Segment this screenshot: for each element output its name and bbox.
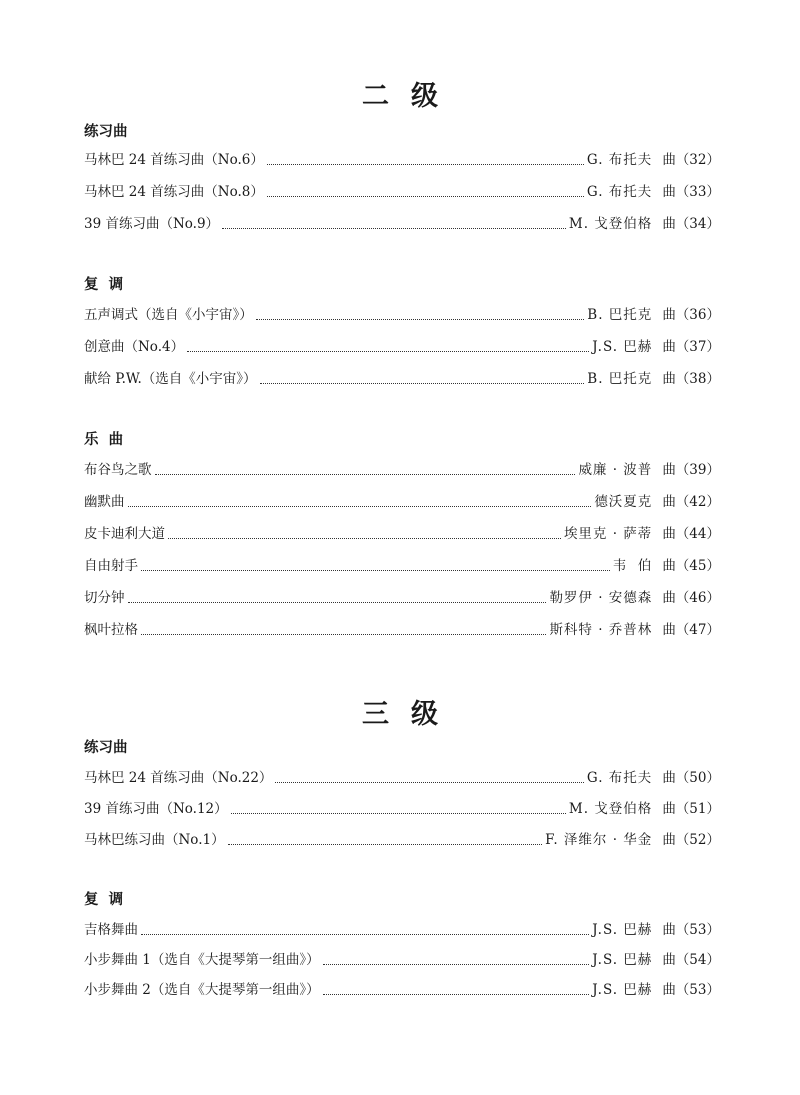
entry-composer: J.S. 巴赫 <box>592 922 653 938</box>
entry-title: 五声调式（选自《小宇宙》） <box>84 307 253 323</box>
entry-composer: J.S. 巴赫 <box>592 952 653 968</box>
toc-entry[interactable] <box>84 586 720 608</box>
entry-composer: B. 巴托克 <box>587 371 653 387</box>
section-heading: 复 调 <box>84 276 124 293</box>
dot-leader <box>256 319 585 320</box>
dot-leader <box>141 934 589 935</box>
entry-composer: 德沃夏克 <box>594 494 653 510</box>
entry-composer: 斯科特 · 乔普林 <box>549 622 653 638</box>
toc-entry[interactable] <box>84 335 720 357</box>
dot-leader <box>168 538 561 539</box>
section-heading: 乐 曲 <box>84 431 124 448</box>
toc-entry[interactable] <box>84 458 720 480</box>
entry-composer: F. 泽维尔 · 华金 <box>545 832 653 848</box>
entry-title: 小步舞曲 1（选自《大提琴第一组曲》） <box>84 952 320 968</box>
entry-composer: 勒罗伊 · 安德森 <box>549 590 653 606</box>
entry-composer: 埃里克 · 萨蒂 <box>563 526 653 542</box>
entry-page: 曲（39） <box>662 462 720 478</box>
entry-composer: M. 戈登伯格 <box>568 216 653 232</box>
dot-leader <box>141 570 610 571</box>
level-title: 三级 <box>362 699 460 730</box>
dot-leader <box>267 164 584 165</box>
entry-page: 曲（53） <box>662 982 720 998</box>
entry-page: 曲（54） <box>662 952 720 968</box>
entry-title: 马林巴练习曲（No.1） <box>84 832 225 848</box>
dot-leader <box>323 964 590 965</box>
toc-entry[interactable] <box>84 180 720 202</box>
entry-page: 曲（53） <box>662 922 720 938</box>
dot-leader <box>267 196 584 197</box>
entry-page: 曲（51） <box>662 801 720 817</box>
entry-title: 献给 P.W.（选自《小宇宙》） <box>84 371 257 387</box>
entry-page: 曲（38） <box>662 371 720 387</box>
section-heading: 练习曲 <box>84 123 128 140</box>
toc-entry[interactable] <box>84 618 720 640</box>
toc-entry[interactable] <box>84 766 720 788</box>
entry-page: 曲（52） <box>662 832 720 848</box>
level-title: 二级 <box>362 81 460 112</box>
entry-page: 曲（44） <box>662 526 720 542</box>
entry-composer: G. 布托夫 <box>586 152 653 168</box>
entry-title: 39 首练习曲（No.12） <box>84 801 228 817</box>
toc-entry[interactable] <box>84 978 720 1000</box>
toc-entry[interactable] <box>84 948 720 970</box>
entry-title: 创意曲（No.4） <box>84 339 185 355</box>
entry-page: 曲（34） <box>662 216 720 232</box>
dot-leader <box>231 813 566 814</box>
entry-composer: G. 布托夫 <box>586 770 653 786</box>
entry-title: 马林巴 24 首练习曲（No.8） <box>84 184 264 200</box>
section-heading: 复 调 <box>84 891 124 908</box>
entry-title: 切分钟 <box>84 590 125 606</box>
entry-title: 吉格舞曲 <box>84 922 138 938</box>
toc-entry[interactable] <box>84 148 720 170</box>
entry-composer: J.S. 巴赫 <box>592 982 653 998</box>
toc-entry[interactable] <box>84 797 720 819</box>
entry-title: 自由射手 <box>84 558 138 574</box>
entry-composer: B. 巴托克 <box>587 307 653 323</box>
entry-page: 曲（47） <box>662 622 720 638</box>
dot-leader <box>222 228 566 229</box>
entry-title: 马林巴 24 首练习曲（No.22） <box>84 770 273 786</box>
entry-title: 幽默曲 <box>84 494 125 510</box>
entry-title: 枫叶拉格 <box>84 622 138 638</box>
toc-entry[interactable] <box>84 303 720 325</box>
entry-title: 小步舞曲 2（选自《大提琴第一组曲》） <box>84 982 320 998</box>
entry-page: 曲（45） <box>662 558 720 574</box>
entry-title: 马林巴 24 首练习曲（No.6） <box>84 152 264 168</box>
entry-page: 曲（50） <box>662 770 720 786</box>
toc-entry[interactable] <box>84 522 720 544</box>
dot-leader <box>128 602 547 603</box>
entry-page: 曲（36） <box>662 307 720 323</box>
entry-page: 曲（37） <box>662 339 720 355</box>
entry-composer: G. 布托夫 <box>586 184 653 200</box>
toc-entry[interactable] <box>84 367 720 389</box>
toc-entry[interactable] <box>84 554 720 576</box>
dot-leader <box>128 506 592 507</box>
dot-leader <box>323 994 590 995</box>
entry-title: 39 首练习曲（No.9） <box>84 216 220 232</box>
entry-title: 皮卡迪利大道 <box>84 526 165 542</box>
toc-entry[interactable] <box>84 490 720 512</box>
entry-page: 曲（33） <box>662 184 720 200</box>
dot-leader <box>141 634 546 635</box>
entry-composer: 韦 伯 <box>612 558 653 574</box>
dot-leader <box>275 782 583 783</box>
dot-leader <box>187 351 589 352</box>
entry-composer: J.S. 巴赫 <box>592 339 653 355</box>
dot-leader <box>228 844 542 845</box>
entry-composer: M. 戈登伯格 <box>568 801 653 817</box>
entry-title: 布谷鸟之歌 <box>84 462 152 478</box>
entry-composer: 威廉 · 波普 <box>578 462 653 478</box>
entry-page: 曲（42） <box>662 494 720 510</box>
toc-entry[interactable] <box>84 828 720 850</box>
entry-page: 曲（32） <box>662 152 720 168</box>
entry-page: 曲（46） <box>662 590 720 606</box>
dot-leader <box>260 383 585 384</box>
dot-leader <box>155 474 576 475</box>
section-heading: 练习曲 <box>84 739 128 756</box>
toc-entry[interactable] <box>84 212 720 234</box>
toc-entry[interactable] <box>84 918 720 940</box>
